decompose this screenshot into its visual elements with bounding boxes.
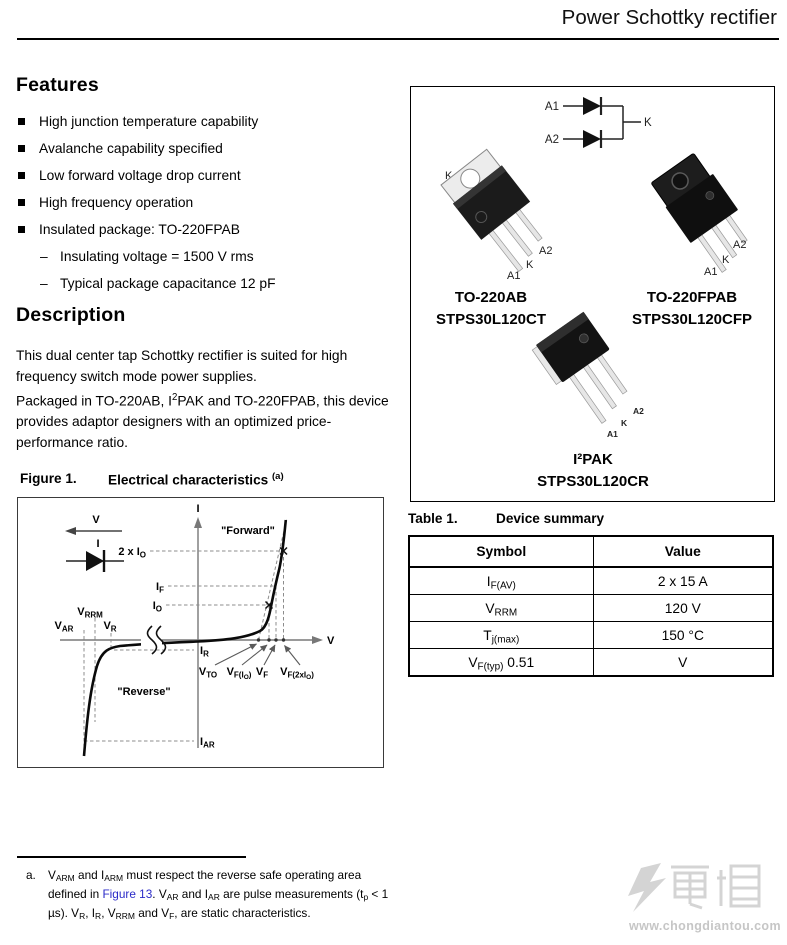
watermark-glyphs [628,863,759,912]
watermark [625,860,785,940]
feature-item [16,222,394,238]
dash-marker: – [40,276,48,291]
pin-k-label: K [526,259,534,271]
feature-text: High frequency operation [39,195,194,210]
pin-a1-label: A1 [507,270,521,282]
description-paragraph: This dual center tap Schottky rectifier is suited for high frequency switch mode power supplies. [16,348,348,384]
package-part-number: STPS30L120CT [435,311,547,328]
pin-k-label: K [621,418,628,428]
dash-marker: – [40,249,48,264]
footnote [26,866,390,923]
iv-curve-figure [18,498,382,766]
bullet-square-icon [18,118,25,125]
package-name: TO-220FPAB [646,289,738,306]
v-arrow-label: V [92,514,100,526]
watermark-url: www.chongdiantou.com [629,919,781,933]
watermark-logo [625,860,785,940]
feature-subtext: Insulating voltage = 1500 V rms [60,249,254,264]
table1-caption-label: Table 1. [408,511,458,526]
figure1-caption-label: Figure 1. [20,471,77,486]
table-row [409,567,773,595]
vto-label: $V_{TO}$ [198,666,218,680]
feature-text: Insulated package: TO-220FPAB [39,222,240,237]
dashed-guides [84,518,287,756]
symbol-cell: $I_{F(AV)}$ [409,567,593,595]
vf2io-label: $V_{F(2xI}O$) [280,666,314,681]
bullet-square-icon [18,172,25,179]
vr-label: $V_R$ [103,620,117,634]
io-label: $I_O$ [152,600,162,614]
footnote-marker: a. [26,868,36,882]
package-figure [410,86,775,502]
package-drawings [411,87,773,500]
figure-13-link[interactable]: Figure 13 [102,887,153,901]
dual-diode-schematic [545,97,652,148]
table-row [409,649,773,677]
table-row [409,622,773,649]
feature-item [16,141,394,157]
package-i2pak [531,312,649,490]
table-header-row [409,536,773,567]
var-label: $V_{AR}$ [54,620,74,634]
value-cell: 120 V [593,595,773,622]
vrrm-label: $V_{RRM}$ [77,606,103,620]
table-row [409,595,773,622]
pin-a2-label: A2 [733,239,747,251]
reverse-label: "Reverse" [117,686,171,698]
package-part-number: STPS30L120CFP [631,311,753,328]
vfio-label: $V_{F(I}O$) [226,666,252,681]
value-header: Value [593,536,773,567]
page-title: Power Schottky rectifier [561,6,777,29]
package-to220fpab [632,151,762,328]
feature-text: High junction temperature capability [39,114,259,129]
forward-label: "Forward" [221,525,275,537]
header-rule [17,38,779,40]
feature-text: Avalanche capability specified [39,141,223,156]
symbol-cell: $V_{F(typ)}$ 0.51 [409,649,593,677]
feature-subtext: Typical package capacitance 12 pF [60,276,276,291]
symbol-cell: $T_{j(max)}$ [409,622,593,649]
pin-a2-label: A2 [633,406,644,416]
bullet-square-icon [18,226,25,233]
feature-text: Low forward voltage drop current [39,168,241,183]
schematic-k-label: K [644,117,652,129]
figure1-graph [17,497,384,768]
footnote-rule [17,856,246,858]
figure1-caption-text: Electrical characteristics $^{(a)}$ [108,471,284,488]
if-label: $I_F$ [156,581,164,595]
package-name: TO-220AB [454,289,528,306]
pin-a2-label: A2 [539,245,553,257]
description-heading: Description [16,304,126,326]
device-summary-table [408,535,774,677]
feature-subitem [40,249,394,265]
bullet-square-icon [18,199,25,206]
bullet-square-icon [18,145,25,152]
iar-label: $I_{AR}$ [200,736,215,750]
description-paragraph: Packaged in TO-220AB, $I^2PAK$ and TO-220FPAB, this device provides adaptor designers with an optimized price-performance ratio. [16,392,389,450]
pin-a1-label: A1 [704,266,718,278]
feature-item [16,168,394,184]
ir-label: $I_R$ [200,645,209,659]
symbol-header: Symbol [409,536,593,567]
package-name: I²PAK [573,451,613,468]
package-part-number: STPS30L120CR [537,473,649,490]
symbol-cell: $V_{RRM}$ [409,595,593,622]
value-cell: 150 °C [593,622,773,649]
vf-label: $V_F$ [255,666,269,680]
features-list [16,114,394,303]
feature-subitem [40,276,394,292]
x-axis-label: V [327,635,335,647]
schematic-a1-label: A1 [544,101,559,113]
feature-item [16,195,394,211]
schematic-a2-label: A2 [544,134,559,146]
iv-curve [84,520,286,756]
pin-a1-label: A1 [607,429,618,439]
package-to220ab [436,148,560,328]
feature-item [16,114,394,130]
features-heading: Features [16,74,99,96]
table1-caption [408,511,778,526]
diode-symbol [65,527,124,572]
y-axis-label: I [196,503,200,515]
value-cell: V [593,649,773,677]
i-arrow-label: I [96,538,100,550]
value-cell: 2 x 15 A [593,567,773,595]
two-io-label: 2 x $I_O$ [118,546,146,560]
table1-caption-text: Device summary [496,511,605,526]
footnote-text: $V_{ARM}$ and $I_{ARM}$ must respect the reverse safe operating area defined in Figure 13. $V_{AR}$ and $I_{AR}$ are pulse measurements ($t_p < 1$ µs). $V_R$, $I_R$, $V_{RRM}$ and $V_F$, are static characteristics. [48,868,389,922]
tab-k-label: K [445,170,453,182]
pin-k-label: K [722,254,730,266]
figure1-caption-note: (a) [272,471,284,482]
figure1-caption [20,471,390,488]
label-arrows [215,644,300,665]
